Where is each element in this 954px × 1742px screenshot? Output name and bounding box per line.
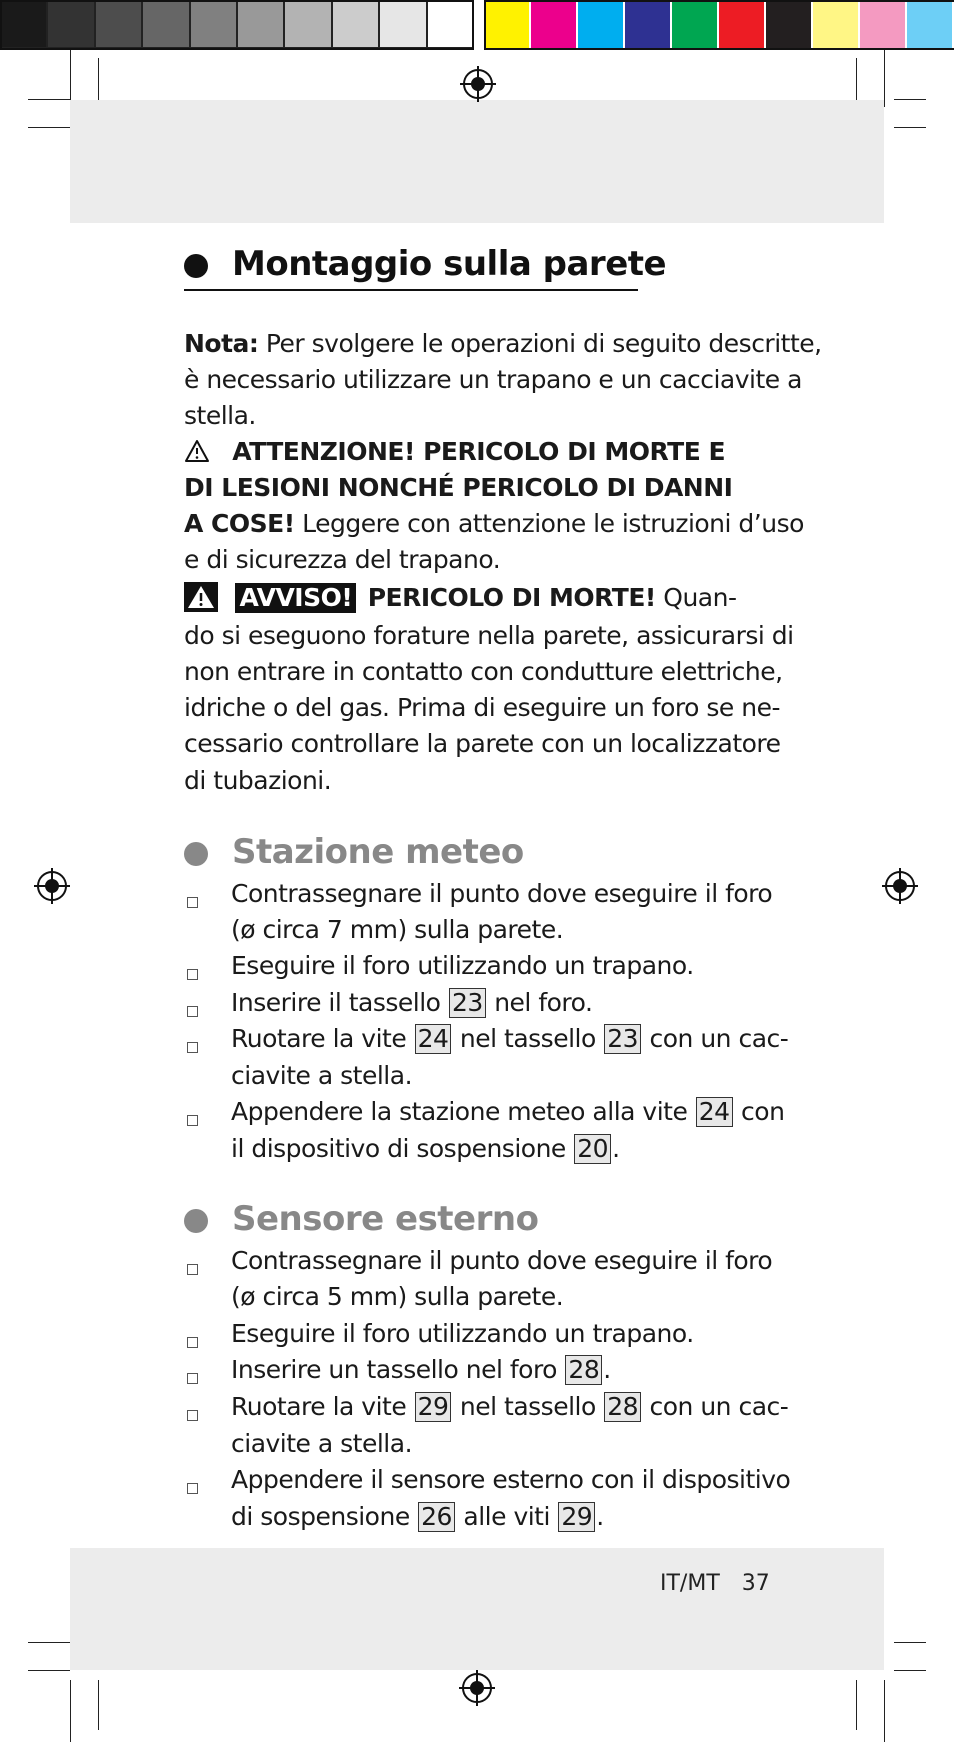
- crop-mark: [894, 99, 926, 100]
- page-title: Montaggio sulla parete: [232, 244, 667, 284]
- warning-badge: AVVISO!: [235, 583, 356, 613]
- part-number-badge: 24: [696, 1097, 733, 1127]
- attention-bold: A COSE!: [184, 509, 295, 538]
- checkbox-icon: [187, 1006, 198, 1017]
- attention-text: Leggere con attenzione le istruzioni d’uso: [294, 509, 804, 538]
- list-item-cont: ciavite a stella.: [231, 1061, 413, 1090]
- part-number-badge: 28: [604, 1392, 641, 1422]
- list-item: Contrassegnare il punto dove eseguire il foro: [231, 879, 773, 908]
- language-code: IT/MT: [660, 1571, 720, 1596]
- attention-line-1: [184, 434, 725, 470]
- part-number-badge: 29: [415, 1392, 452, 1422]
- color-swatch-frame: [484, 0, 954, 50]
- part-number-badge: 28: [565, 1355, 602, 1385]
- list-item: Eseguire il foro utilizzando un trapano.: [231, 1319, 694, 1348]
- crop-mark: [28, 99, 70, 100]
- warning-line-5: cessario controllare la parete con un localizzatore: [184, 729, 781, 758]
- page-footer: [660, 1571, 770, 1596]
- part-number-badge: 23: [604, 1024, 641, 1054]
- printer-color-bar: [0, 0, 954, 50]
- list-item: Appendere il sensore esterno con il dispositivo: [231, 1465, 791, 1494]
- list-text: alle viti: [455, 1502, 558, 1531]
- note-line-2: è necessario utilizzare un trapano e un cacciavite a: [184, 365, 802, 394]
- gray-swatch-frame: [0, 0, 474, 50]
- list-text: con: [733, 1097, 785, 1126]
- warning-text: Quan-: [655, 583, 737, 612]
- warning-line-4: idriche o del gas. Prima di eseguire un foro se ne-: [184, 693, 780, 722]
- list-item: [231, 1094, 784, 1130]
- checkbox-icon: [187, 1115, 198, 1126]
- checkbox-icon: [187, 969, 198, 980]
- checkbox-icon: [187, 1483, 198, 1494]
- list-text: Inserire un tassello nel foro: [231, 1355, 565, 1384]
- list-item: Contrassegnare il punto dove eseguire il foro: [231, 1246, 773, 1275]
- title-underline: [184, 289, 638, 291]
- crop-mark: [884, 1680, 885, 1742]
- list-item: [231, 1021, 788, 1057]
- list-item-cont: (ø circa 7 mm) sulla parete.: [231, 915, 564, 944]
- attention-title: ATTENZIONE! PERICOLO DI MORTE E: [232, 437, 726, 466]
- registration-mark-icon: [34, 868, 70, 904]
- registration-mark-icon: [459, 1670, 495, 1706]
- list-text: .: [596, 1502, 604, 1531]
- list-text: Ruotare la vite: [231, 1024, 414, 1053]
- list-text: Ruotare la vite: [231, 1392, 414, 1421]
- part-number-badge: 24: [415, 1024, 452, 1054]
- part-number-badge: 29: [558, 1502, 595, 1532]
- crop-mark: [28, 127, 70, 128]
- list-text: .: [603, 1355, 611, 1384]
- list-text: .: [612, 1134, 620, 1163]
- note-line-1: [184, 326, 822, 362]
- crop-mark: [856, 1680, 857, 1730]
- header-band: [70, 100, 884, 223]
- list-text: Appendere la stazione meteo alla vite: [231, 1097, 695, 1126]
- list-text: Inserire il tassello: [231, 988, 448, 1017]
- section-bullet-icon: [184, 1209, 208, 1233]
- checkbox-icon: [187, 1373, 198, 1384]
- list-text: di sospensione: [231, 1502, 418, 1531]
- list-item-cont: ciavite a stella.: [231, 1429, 413, 1458]
- list-item: [231, 1352, 611, 1388]
- list-item-cont: (ø circa 5 mm) sulla parete.: [231, 1282, 564, 1311]
- note-text: Per svolgere le operazioni di seguito descritte,: [258, 329, 822, 358]
- crop-mark: [884, 50, 885, 107]
- checkbox-icon: [187, 1264, 198, 1275]
- crop-mark: [98, 1680, 99, 1730]
- section-bullet-icon: [184, 842, 208, 866]
- part-number-badge: 20: [574, 1134, 611, 1164]
- list-text: con un cac-: [642, 1024, 789, 1053]
- crop-mark: [70, 50, 71, 107]
- checkbox-icon: [187, 1410, 198, 1421]
- list-text: nel tassello: [452, 1024, 604, 1053]
- list-item-cont: [231, 1499, 604, 1535]
- registration-mark-icon: [460, 66, 496, 102]
- section-heading-sensor: Sensore esterno: [232, 1199, 539, 1239]
- crop-mark: [894, 1670, 926, 1671]
- checkbox-icon: [187, 897, 198, 908]
- warning-filled-icon: [184, 582, 218, 612]
- crop-mark: [28, 1670, 70, 1671]
- checkbox-icon: [187, 1042, 198, 1053]
- warning-bold: PERICOLO DI MORTE!: [367, 583, 656, 612]
- registration-mark-icon: [882, 868, 918, 904]
- list-item-cont: [231, 1131, 620, 1167]
- attention-line-2: DI LESIONI NONCHÉ PERICOLO DI DANNI: [184, 473, 733, 502]
- list-text: nel foro.: [486, 988, 593, 1017]
- list-item: [231, 1389, 788, 1425]
- warning-line-1: [184, 580, 736, 616]
- checkbox-icon: [187, 1337, 198, 1348]
- crop-mark: [28, 1642, 70, 1643]
- note-line-3: stella.: [184, 401, 256, 430]
- warning-line-3: non entrare in contatto con condutture elettriche,: [184, 657, 783, 686]
- warning-triangle-icon: [184, 439, 210, 463]
- heading-bullet-icon: [184, 254, 208, 278]
- footer-band: [70, 1548, 884, 1670]
- list-text: il dispositivo di sospensione: [231, 1134, 574, 1163]
- list-text: nel tassello: [452, 1392, 604, 1421]
- warning-line-2: do si eseguono forature nella parete, assicurarsi di: [184, 621, 794, 650]
- part-number-badge: 23: [449, 988, 486, 1018]
- part-number-badge: 26: [418, 1502, 455, 1532]
- attention-line-3: [184, 506, 804, 542]
- page-number: 37: [741, 1571, 770, 1596]
- warning-line-6: di tubazioni.: [184, 766, 332, 795]
- section-heading-station: Stazione meteo: [232, 832, 524, 872]
- list-item: Eseguire il foro utilizzando un trapano.: [231, 951, 694, 980]
- crop-mark: [894, 1642, 926, 1643]
- attention-line-4: e di sicurezza del trapano.: [184, 545, 501, 574]
- list-text: con un cac-: [642, 1392, 789, 1421]
- list-item: [231, 985, 592, 1021]
- note-label: Nota:: [184, 329, 259, 358]
- crop-mark: [70, 1680, 71, 1742]
- crop-mark: [894, 127, 926, 128]
